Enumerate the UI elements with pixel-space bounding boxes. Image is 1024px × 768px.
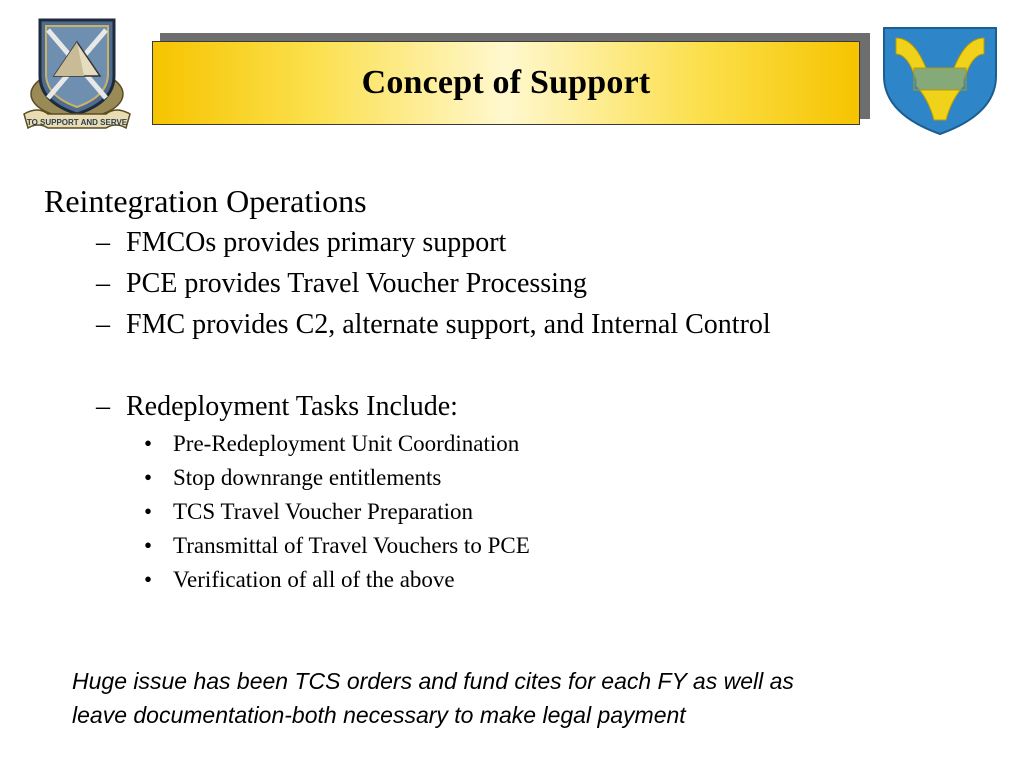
note-line-1: Huge issue has been TCS orders and fund cites for each FY as well as — [72, 668, 794, 694]
redeployment-label: Redeployment Tasks Include: — [126, 391, 458, 422]
slide-content — [44, 180, 984, 597]
task-text: Transmittal of Travel Vouchers to PCE — [173, 533, 530, 558]
note-line-2: leave documentation-both necessary to make legal payment — [72, 702, 686, 728]
bullet-marker: • — [144, 465, 153, 490]
task-item — [144, 461, 984, 495]
list-item — [96, 304, 984, 345]
task-item — [144, 427, 984, 461]
bullet-marker: • — [144, 499, 153, 524]
sub-item-text: PCE provides Travel Voucher Processing — [126, 268, 587, 299]
sub-item-text: FMC provides C2, alternate support, and Internal Control — [126, 309, 771, 340]
heading-reintegration: Reintegration Operations — [44, 183, 367, 219]
list-item — [96, 263, 984, 304]
dash-marker: – — [96, 309, 110, 340]
sub-item-text: FMCOs provides primary support — [126, 227, 507, 258]
task-text: TCS Travel Voucher Preparation — [173, 499, 474, 524]
crest-motto: TO SUPPORT AND SERVE — [26, 118, 128, 127]
spacer — [44, 345, 984, 386]
list-item — [96, 222, 984, 263]
unit-crest-logo — [18, 14, 136, 134]
task-item — [144, 495, 984, 529]
issue-note — [72, 664, 992, 732]
bullet-marker: • — [144, 567, 153, 592]
shield-insignia-logo — [880, 24, 1000, 138]
task-text: Pre-Redeployment Unit Coordination — [173, 431, 520, 456]
task-text: Stop downrange entitlements — [173, 465, 442, 490]
task-item — [144, 529, 984, 563]
bullet-marker: • — [144, 533, 153, 558]
title-box — [152, 41, 860, 125]
slide-title: Concept of Support — [361, 64, 651, 101]
dash-marker: – — [96, 268, 110, 299]
task-item — [144, 563, 984, 597]
bullet-marker: • — [144, 431, 153, 456]
list-item-redeployment — [96, 386, 984, 427]
task-text: Verification of all of the above — [173, 567, 455, 592]
dash-marker: – — [96, 391, 110, 422]
dash-marker: – — [96, 227, 110, 258]
